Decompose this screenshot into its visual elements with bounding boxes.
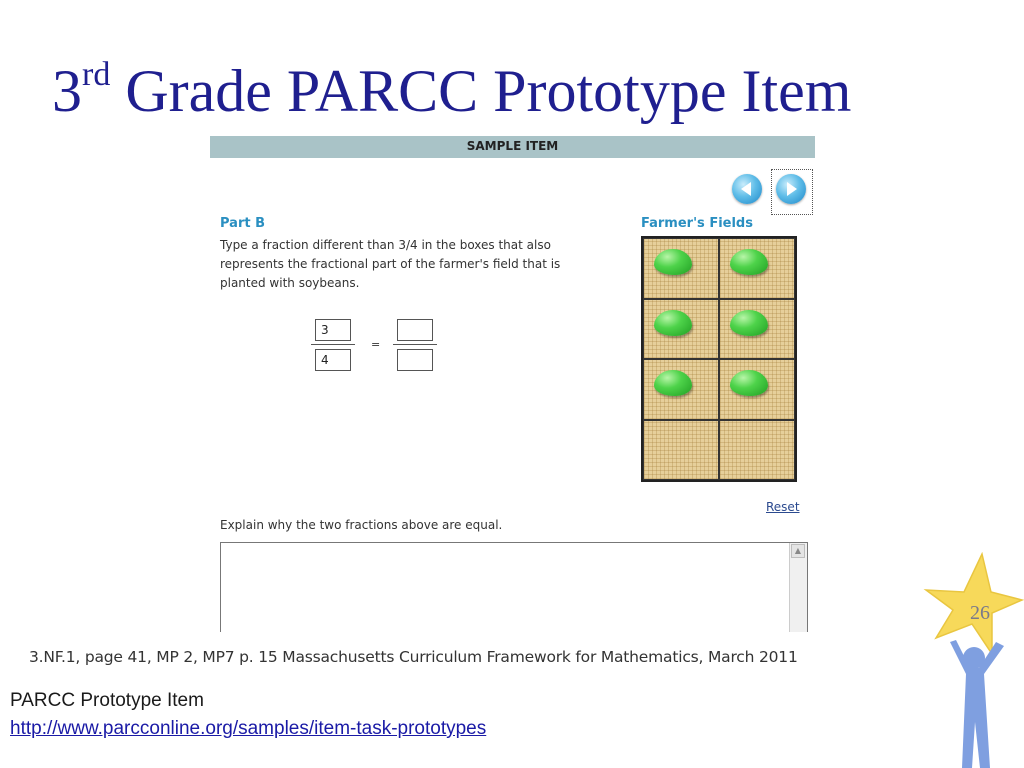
footer-title: PARCC Prototype Item xyxy=(10,690,204,711)
field-cell xyxy=(643,359,719,420)
sample-item-header: SAMPLE ITEM xyxy=(210,136,815,158)
field-cell xyxy=(719,359,795,420)
title-superscript: rd xyxy=(82,56,111,93)
answer-fraction-bar xyxy=(393,344,437,345)
scroll-up-arrow-icon[interactable]: ▲ xyxy=(791,544,805,558)
soybean-icon xyxy=(730,310,768,336)
answer-denominator-input[interactable] xyxy=(397,349,433,371)
next-button[interactable] xyxy=(776,174,806,204)
person-figure-icon xyxy=(944,640,1014,768)
field-cell xyxy=(719,420,795,481)
farmers-fields-grid xyxy=(641,236,797,482)
standards-reference: 3.NF.1, page 41, MP 2, MP7 p. 15 Massachusetts Curriculum Framework for Mathematics, March 2011 xyxy=(29,648,798,666)
given-denominator-box: 4 xyxy=(315,349,351,371)
field-cell xyxy=(643,238,719,299)
explanation-textarea[interactable] xyxy=(220,542,808,632)
field-cell xyxy=(643,299,719,360)
part-title: Part B xyxy=(220,216,266,231)
instructions-text: Type a fraction different than 3/4 in the boxes that also represents the fractional part of the farmer's field that is planted with soybeans. xyxy=(220,238,561,290)
slide-title xyxy=(52,52,851,130)
sample-item-panel xyxy=(210,136,815,632)
title-text: Grade PARCC Prototype Item xyxy=(125,58,852,124)
page-number: 26 xyxy=(970,602,990,624)
field-cell xyxy=(719,238,795,299)
soybean-icon xyxy=(730,249,768,275)
given-numerator-box: 3 xyxy=(315,319,351,341)
textarea-scrollbar[interactable] xyxy=(789,543,807,632)
equals-sign: = xyxy=(371,338,381,351)
title-number: 3 xyxy=(52,58,82,124)
field-cell xyxy=(643,420,719,481)
explain-prompt: Explain why the two fractions above are equal. xyxy=(220,518,503,532)
next-arrow-icon xyxy=(776,174,806,204)
soybean-icon xyxy=(654,249,692,275)
field-cell xyxy=(719,299,795,360)
soybean-icon xyxy=(654,370,692,396)
previous-button[interactable] xyxy=(732,174,762,204)
farmers-fields-title: Farmer's Fields xyxy=(641,216,753,231)
reset-link[interactable]: Reset xyxy=(766,500,800,514)
answer-numerator-input[interactable] xyxy=(397,319,433,341)
given-fraction-bar xyxy=(311,344,355,345)
prev-arrow-icon xyxy=(732,174,762,204)
soybean-icon xyxy=(654,310,692,336)
soybean-icon xyxy=(730,370,768,396)
prototypes-link[interactable]: http://www.parcconline.org/samples/item-task-prototypes xyxy=(10,718,487,739)
